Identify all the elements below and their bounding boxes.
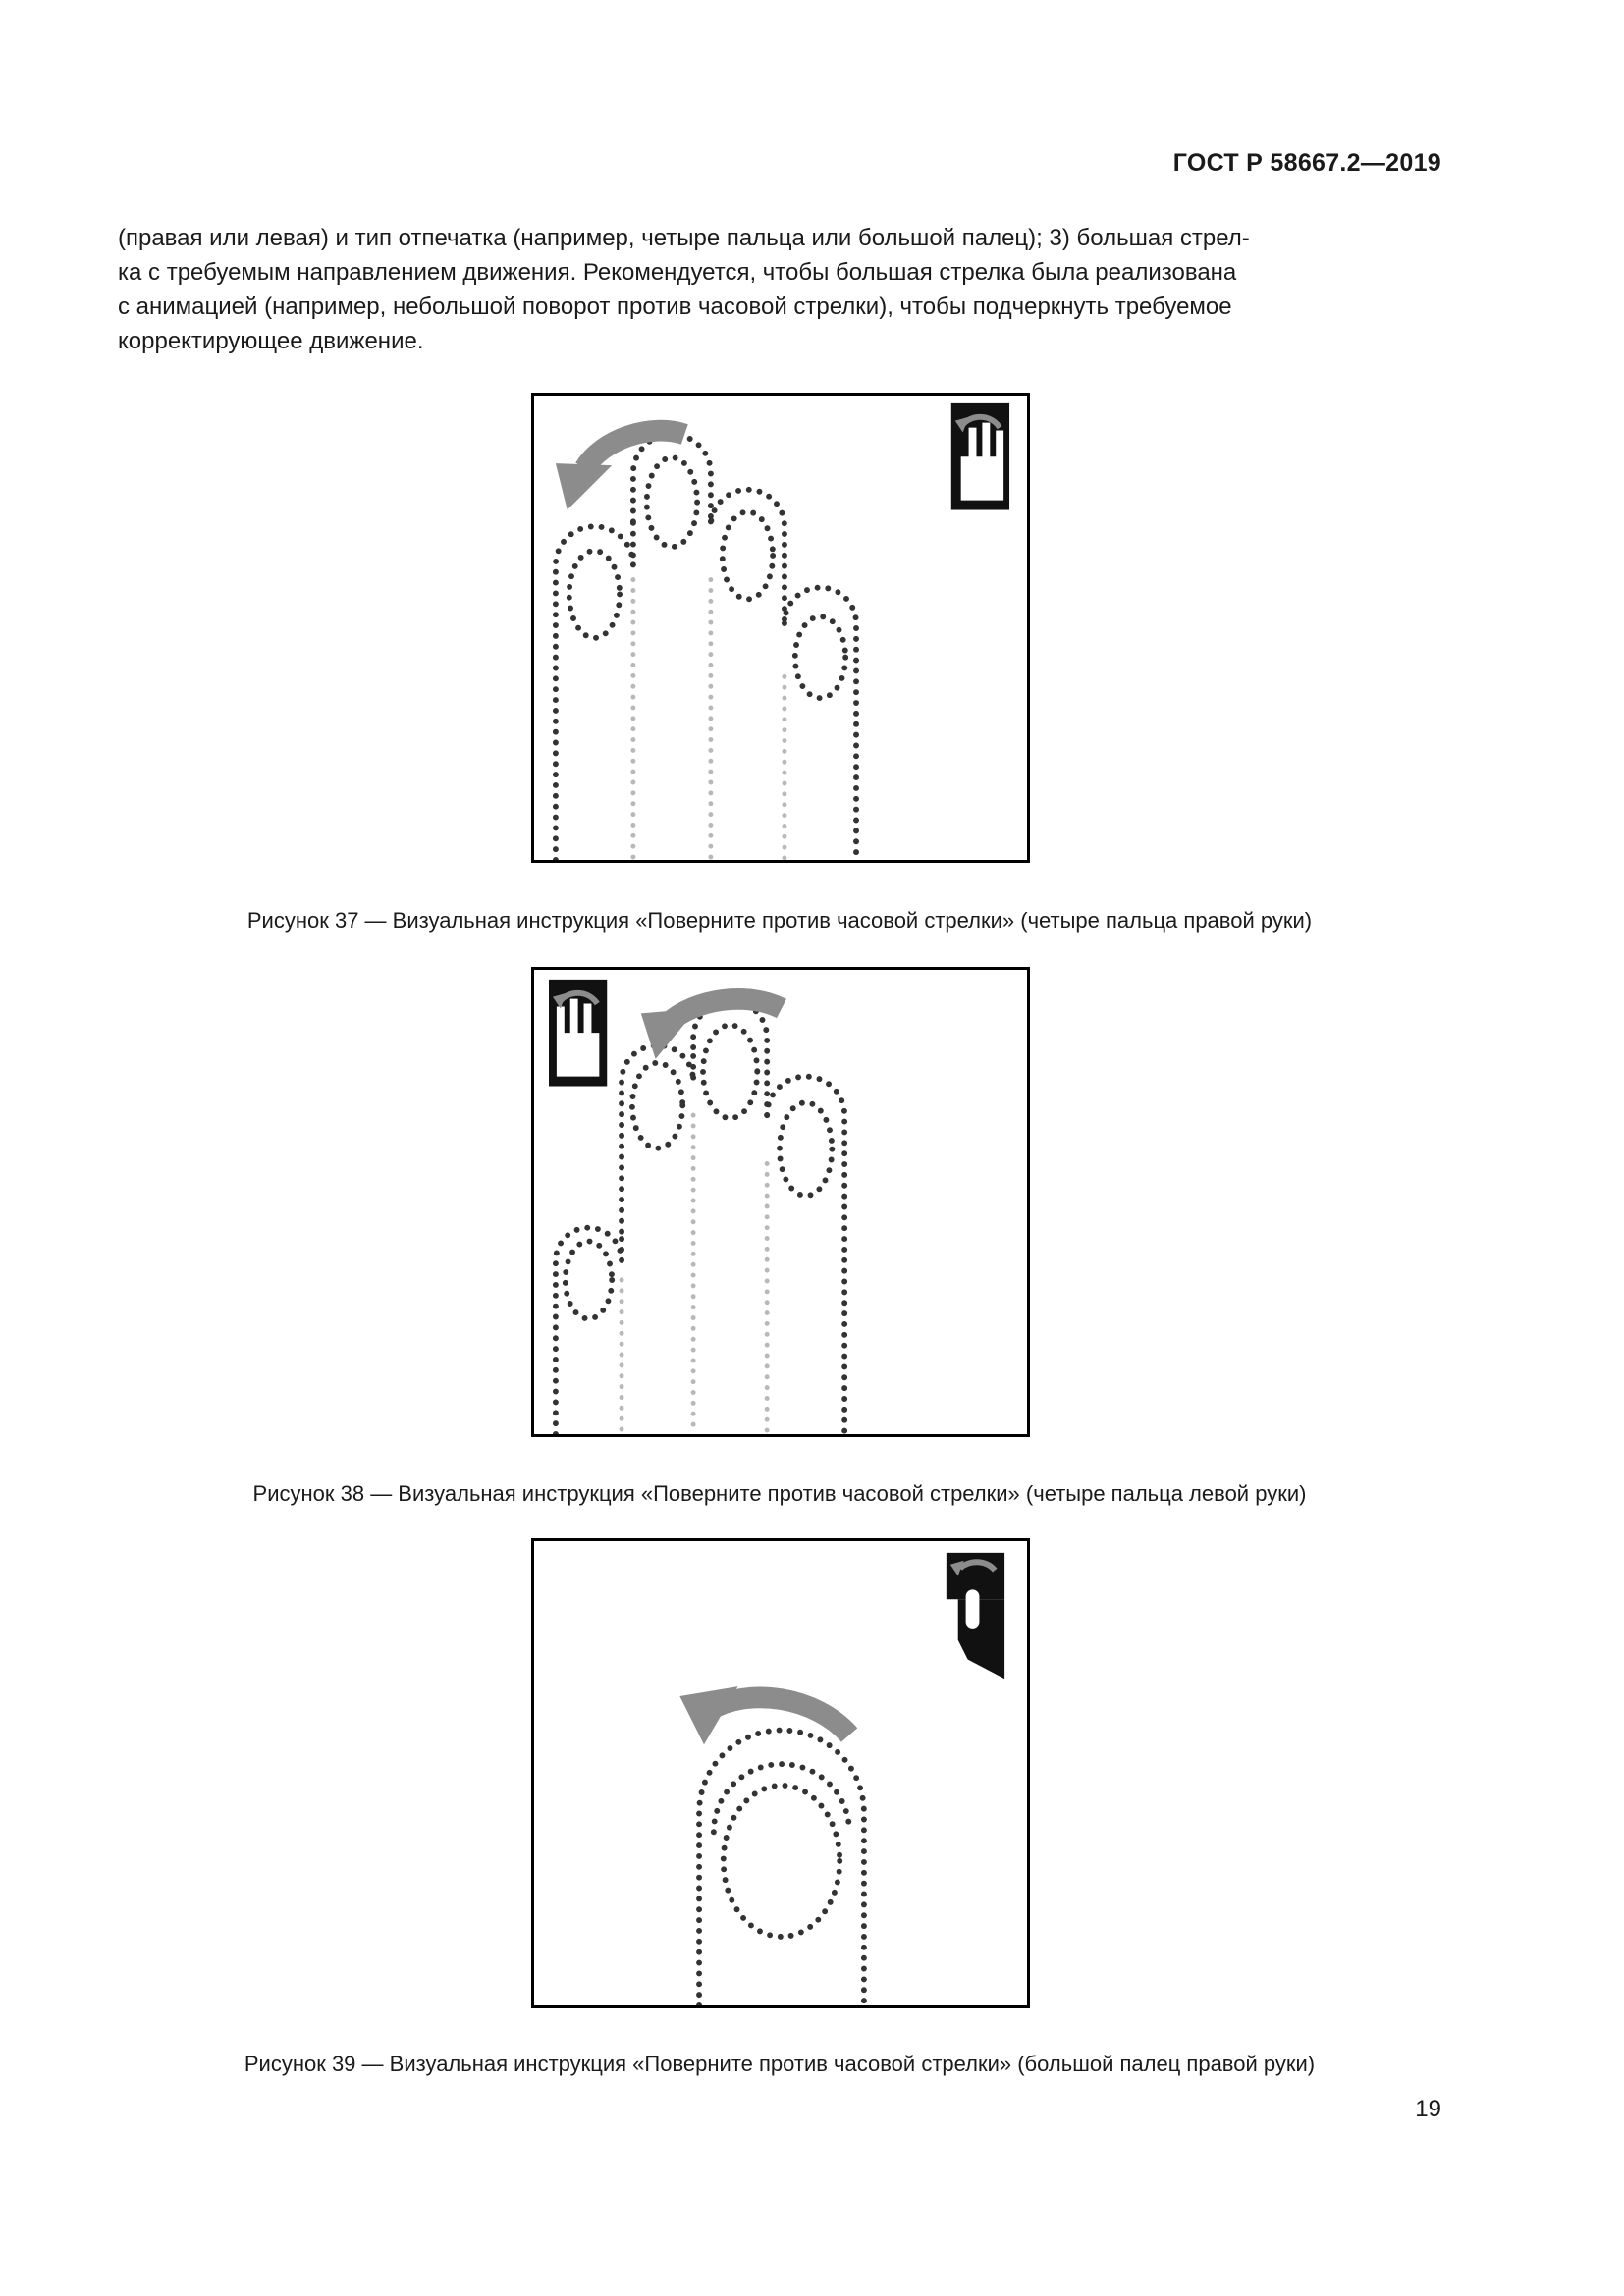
finger-outline (622, 1045, 693, 1232)
fingertip-oval (780, 1102, 832, 1196)
fingertip-oval (569, 551, 620, 638)
rotation-arrow-icon (641, 999, 782, 1059)
rotation-arrow-icon (556, 431, 684, 510)
fingertip-oval (647, 457, 697, 547)
figure-38-illustration (534, 970, 1027, 1434)
finger-outline (556, 521, 633, 860)
finger-outline (785, 588, 856, 860)
figure-37-frame (531, 393, 1030, 863)
fingertip-oval (566, 1241, 612, 1318)
rotation-arrow-icon (679, 1686, 849, 1744)
fingertip-oval (703, 1025, 757, 1118)
finger-outline (767, 1077, 844, 1434)
paragraph-line: (правая или левая) и тип отпечатка (например, четыре пальца или большой палец); 3) большая стрел- (118, 225, 1250, 251)
paragraph-line: с анимацией (например, небольшой поворот против часовой стрелки), чтобы подчеркнуть требуемое (118, 294, 1232, 320)
page-number: 19 (1415, 2096, 1441, 2122)
paragraph-line: ка с требуемым направлением движения. Рекомендуется, чтобы большая стрелка была реализована (118, 259, 1237, 286)
fingertip-oval (632, 1063, 682, 1148)
body-paragraph (118, 221, 1441, 358)
figure-39-illustration (534, 1541, 1027, 2005)
figure-39-frame (531, 1538, 1030, 2008)
thumb-rotate-icon (947, 1553, 1004, 1679)
left-hand-rotate-icon (549, 980, 607, 1087)
fingertip-oval (795, 616, 845, 698)
figure-39-caption: Рисунок 39 — Визуальная инструкция «Поверните против часовой стрелки» (большой палец правой руки) (244, 2052, 1316, 2076)
paragraph-line: корректирующее движение. (118, 328, 424, 354)
fingertip-oval (724, 1786, 839, 1937)
figure-38-caption: Рисунок 38 — Визуальная инструкция «Поверните против часовой стрелки» (четыре пальца левой руки) (252, 1481, 1307, 1506)
finger-outline (714, 1764, 849, 1832)
document-header: ГОСТ Р 58667.2—2019 (1172, 149, 1441, 177)
figure-37-illustration (534, 396, 1027, 860)
finger-outline (556, 1228, 622, 1434)
right-hand-rotate-icon (951, 403, 1009, 510)
fingertip-oval (723, 511, 773, 599)
figure-38-frame (531, 967, 1030, 1437)
figure-37-caption: Рисунок 37 — Визуальная инструкция «Поверните против часовой стрелки» (четыре пальца правой руки) (246, 908, 1313, 933)
